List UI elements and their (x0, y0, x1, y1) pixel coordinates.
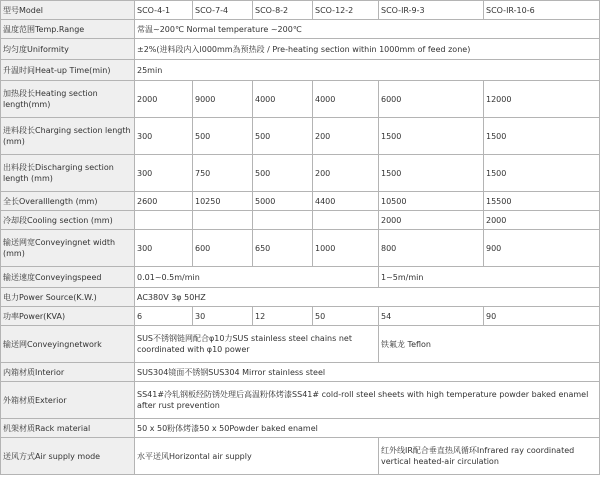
cell-heating-2: 9000 (193, 81, 253, 118)
row-label-interior: 内箱材质Interior (1, 363, 135, 382)
cell-cooling-4 (313, 211, 379, 230)
table-row-interior (1, 363, 600, 382)
row-label-rack: 机架材质Rack material (1, 419, 135, 438)
cell-air-infrared: 红外线IR配合垂直热风循环Infrared ray coordinated vertical heated-air circulation (379, 438, 600, 475)
cell-air-horizontal: 水平送风Horizontal air supply (135, 438, 379, 475)
table-row-conveying-speed (1, 267, 600, 288)
cell-heating-6: 12000 (484, 81, 600, 118)
cell-overall-3: 5000 (253, 192, 313, 211)
cell-power-3: 12 (253, 307, 313, 326)
row-label-conveying-width: 输送网宽Conveyingnet width (mm) (1, 230, 135, 267)
cell-speed-low: 0.01~0.5m/min (135, 267, 379, 288)
cell-heating-1: 2000 (135, 81, 193, 118)
cell-charging-2: 500 (193, 118, 253, 155)
cell-model-2: SCO-7-4 (193, 1, 253, 20)
cell-charging-6: 1500 (484, 118, 600, 155)
cell-width-5: 800 (379, 230, 484, 267)
row-label-temp-range: 温度范围Temp.Range (1, 20, 135, 39)
cell-discharging-4: 200 (313, 155, 379, 192)
cell-width-1: 300 (135, 230, 193, 267)
row-label-overall-length: 全长Overalllength (mm) (1, 192, 135, 211)
table-row-temp-range (1, 20, 600, 39)
cell-discharging-6: 1500 (484, 155, 600, 192)
cell-power-6: 90 (484, 307, 600, 326)
cell-power-4: 50 (313, 307, 379, 326)
row-label-exterior: 外箱材质Exterior (1, 382, 135, 419)
cell-charging-3: 500 (253, 118, 313, 155)
cell-heat-up: 25min (135, 60, 600, 81)
row-label-model: 型号Model (1, 1, 135, 20)
cell-width-2: 600 (193, 230, 253, 267)
cell-charging-1: 300 (135, 118, 193, 155)
table-row-rack (1, 419, 600, 438)
table-row-charging-length (1, 118, 600, 155)
row-label-discharging-length: 出料段长Discharging section length (mm) (1, 155, 135, 192)
cell-heating-3: 4000 (253, 81, 313, 118)
table-row-exterior (1, 382, 600, 419)
table-row-conveying-width (1, 230, 600, 267)
cell-width-4: 1000 (313, 230, 379, 267)
cell-charging-5: 1500 (379, 118, 484, 155)
row-label-air-supply: 送风方式Air supply mode (1, 438, 135, 475)
cell-overall-5: 10500 (379, 192, 484, 211)
row-label-conveying-network: 输送网Conveyingnetwork (1, 326, 135, 363)
cell-power-1: 6 (135, 307, 193, 326)
cell-width-6: 900 (484, 230, 600, 267)
cell-power-2: 30 (193, 307, 253, 326)
cell-heating-5: 6000 (379, 81, 484, 118)
cell-interior: SUS304镜面不锈钢SUS304 Mirror stainless steel (135, 363, 600, 382)
row-label-charging-length: 进料段长Charging section length (mm) (1, 118, 135, 155)
table-row-overall-length (1, 192, 600, 211)
cell-model-6: SCO-IR-10-6 (484, 1, 600, 20)
row-label-conveying-speed: 输送速度Conveyingspeed (1, 267, 135, 288)
cell-discharging-3: 500 (253, 155, 313, 192)
cell-power-source: AC380V 3φ 50HZ (135, 288, 600, 307)
cell-model-4: SCO-12-2 (313, 1, 379, 20)
table-row-air-supply (1, 438, 600, 475)
table-row-model (1, 1, 600, 20)
table-row-discharging-length (1, 155, 600, 192)
table-row-conveying-network (1, 326, 600, 363)
row-label-power: 功率Power(KVA) (1, 307, 135, 326)
cell-cooling-1 (135, 211, 193, 230)
cell-heating-4: 4000 (313, 81, 379, 118)
cell-model-3: SCO-8-2 (253, 1, 313, 20)
table-row-power (1, 307, 600, 326)
cell-uniformity: ±2%(进料段内入l000mm為预热段 / Pre-heating section within 1000mm of feed zone) (135, 39, 600, 60)
cell-overall-2: 10250 (193, 192, 253, 211)
cell-exterior: SS41#冷轧钢板经防锈处理后高温粉体烤漆SS41# cold-roll steel sheets with high temperature powder baked enamel after rust prevention (135, 382, 600, 419)
row-label-heat-up: 升温时间Heat-up Time(min) (1, 60, 135, 81)
cell-model-1: SCO-4-1 (135, 1, 193, 20)
cell-overall-1: 2600 (135, 192, 193, 211)
cell-temp-range: 常温~200℃ Normal temperature ~200℃ (135, 20, 600, 39)
cell-overall-6: 15500 (484, 192, 600, 211)
cell-discharging-2: 750 (193, 155, 253, 192)
cell-overall-4: 4400 (313, 192, 379, 211)
row-label-uniformity: 均匀度Uniformity (1, 39, 135, 60)
cell-network-sus: SUS不锈钢链网配合φ10力SUS stainless steel chains net coordinated with φ10 power (135, 326, 379, 363)
cell-discharging-1: 300 (135, 155, 193, 192)
table-row-cooling (1, 211, 600, 230)
table-row-heating-length (1, 81, 600, 118)
row-label-power-source: 电力Power Source(K.W.) (1, 288, 135, 307)
cell-speed-high: 1~5m/min (379, 267, 600, 288)
cell-model-5: SCO-IR-9-3 (379, 1, 484, 20)
cell-discharging-5: 1500 (379, 155, 484, 192)
row-label-cooling: 冷却段Cooling section (mm) (1, 211, 135, 230)
cell-cooling-5: 2000 (379, 211, 484, 230)
table-row-power-source (1, 288, 600, 307)
table-row-uniformity (1, 39, 600, 60)
cell-cooling-3 (253, 211, 313, 230)
cell-cooling-6: 2000 (484, 211, 600, 230)
cell-rack: 50 x 50粉体烤漆50 x 50Powder baked enamel (135, 419, 600, 438)
cell-width-3: 650 (253, 230, 313, 267)
cell-charging-4: 200 (313, 118, 379, 155)
row-label-heating-length: 加热段长Heating section length(mm) (1, 81, 135, 118)
cell-network-teflon: 铁氟龙 Teflon (379, 326, 600, 363)
table-row-heat-up (1, 60, 600, 81)
cell-power-5: 54 (379, 307, 484, 326)
cell-cooling-2 (193, 211, 253, 230)
